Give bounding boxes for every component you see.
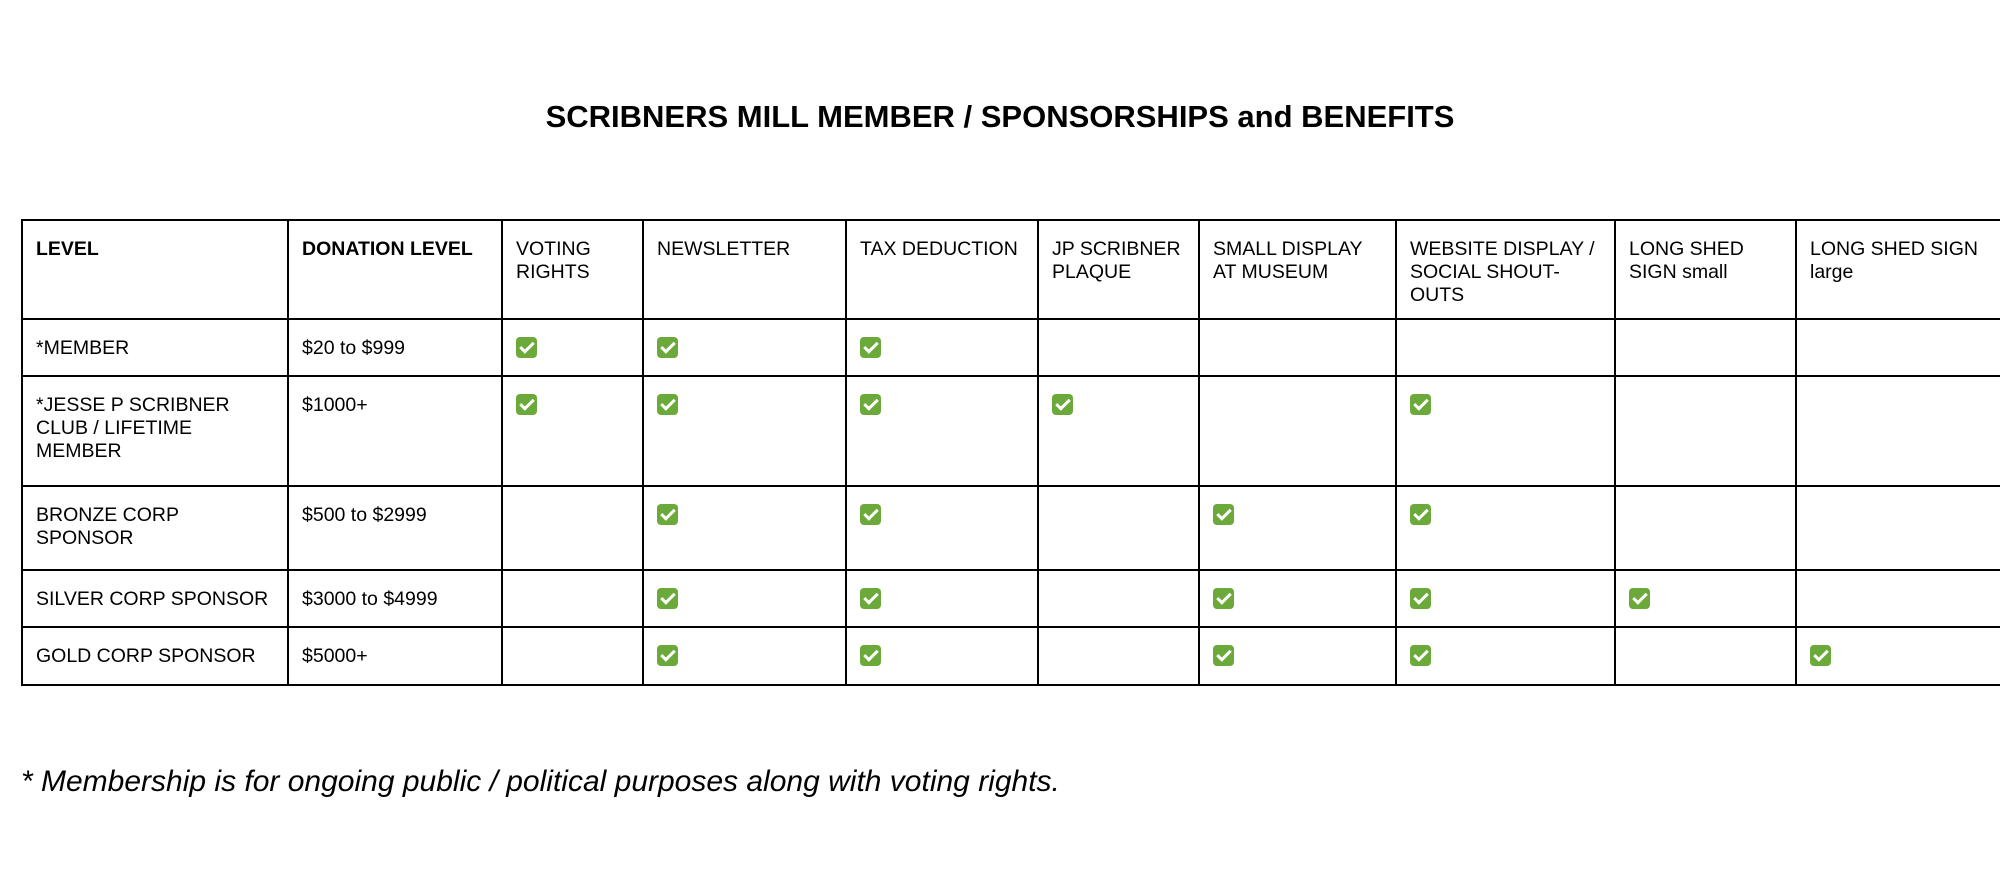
cell-tax-deduction <box>846 486 1038 570</box>
check-mark-icon <box>1810 645 1831 666</box>
header-long-shed-sign-small: LONG SHED SIGN small <box>1615 220 1796 319</box>
cell-newsletter <box>643 319 846 376</box>
table-header-row <box>22 220 2000 319</box>
cell-tax-deduction <box>846 570 1038 627</box>
cell-long-shed-sign-large <box>1796 486 2000 570</box>
cell-level: *MEMBER <box>22 319 288 376</box>
cell-donation-level: $1000+ <box>288 376 502 486</box>
cell-website-display <box>1396 570 1615 627</box>
cell-donation-level: $20 to $999 <box>288 319 502 376</box>
cell-donation-level: $5000+ <box>288 627 502 685</box>
check-mark-icon <box>1410 504 1431 525</box>
cell-website-display <box>1396 319 1615 376</box>
cell-jp-scribner-plaque <box>1038 376 1199 486</box>
cell-level: GOLD CORP SPONSOR <box>22 627 288 685</box>
check-mark-icon <box>1629 588 1650 609</box>
cell-long-shed-sign-small <box>1615 570 1796 627</box>
cell-small-display <box>1199 627 1396 685</box>
cell-long-shed-sign-small <box>1615 486 1796 570</box>
table-row <box>22 319 2000 376</box>
table-row <box>22 376 2000 486</box>
cell-voting-rights <box>502 627 643 685</box>
cell-website-display <box>1396 486 1615 570</box>
header-small-display: SMALL DISPLAY AT MUSEUM <box>1199 220 1396 319</box>
check-mark-icon <box>860 588 881 609</box>
cell-newsletter <box>643 486 846 570</box>
cell-donation-level: $500 to $2999 <box>288 486 502 570</box>
cell-long-shed-sign-large <box>1796 319 2000 376</box>
check-mark-icon <box>860 337 881 358</box>
cell-website-display <box>1396 627 1615 685</box>
check-mark-icon <box>516 337 537 358</box>
benefits-table <box>21 219 2000 686</box>
cell-jp-scribner-plaque <box>1038 570 1199 627</box>
cell-jp-scribner-plaque <box>1038 486 1199 570</box>
check-mark-icon <box>1213 504 1234 525</box>
check-mark-icon <box>516 394 537 415</box>
cell-jp-scribner-plaque <box>1038 627 1199 685</box>
check-mark-icon <box>657 504 678 525</box>
check-mark-icon <box>657 337 678 358</box>
check-mark-icon <box>860 504 881 525</box>
check-mark-icon <box>1410 645 1431 666</box>
cell-tax-deduction <box>846 376 1038 486</box>
header-level: LEVEL <box>22 220 288 319</box>
check-mark-icon <box>1213 645 1234 666</box>
cell-long-shed-sign-small <box>1615 319 1796 376</box>
check-mark-icon <box>657 588 678 609</box>
cell-voting-rights <box>502 319 643 376</box>
cell-donation-level: $3000 to $4999 <box>288 570 502 627</box>
cell-newsletter <box>643 570 846 627</box>
cell-small-display <box>1199 376 1396 486</box>
header-tax-deduction: TAX DEDUCTION <box>846 220 1038 319</box>
check-mark-icon <box>657 645 678 666</box>
cell-website-display <box>1396 376 1615 486</box>
cell-level: SILVER CORP SPONSOR <box>22 570 288 627</box>
cell-newsletter <box>643 627 846 685</box>
cell-voting-rights <box>502 376 643 486</box>
check-mark-icon <box>1213 588 1234 609</box>
table-row <box>22 570 2000 627</box>
table-row <box>22 627 2000 685</box>
cell-tax-deduction <box>846 627 1038 685</box>
cell-long-shed-sign-large <box>1796 570 2000 627</box>
header-voting-rights: VOTING RIGHTS <box>502 220 643 319</box>
cell-jp-scribner-plaque <box>1038 319 1199 376</box>
check-mark-icon <box>860 394 881 415</box>
header-long-shed-sign-large: LONG SHED SIGN large <box>1796 220 2000 319</box>
cell-long-shed-sign-large <box>1796 376 2000 486</box>
cell-small-display <box>1199 570 1396 627</box>
header-donation-level: DONATION LEVEL <box>288 220 502 319</box>
check-mark-icon <box>1410 394 1431 415</box>
check-mark-icon <box>860 645 881 666</box>
cell-voting-rights <box>502 486 643 570</box>
cell-tax-deduction <box>846 319 1038 376</box>
page-title: SCRIBNERS MILL MEMBER / SPONSORSHIPS and BENEFITS <box>545 99 1455 134</box>
cell-long-shed-sign-small <box>1615 627 1796 685</box>
header-newsletter: NEWSLETTER <box>643 220 846 319</box>
cell-long-shed-sign-large <box>1796 627 2000 685</box>
footnote: * Membership is for ongoing public / political purposes along with voting rights. <box>21 765 1060 798</box>
cell-newsletter <box>643 376 846 486</box>
cell-level: BRONZE CORP SPONSOR <box>22 486 288 570</box>
cell-voting-rights <box>502 570 643 627</box>
table-row <box>22 486 2000 570</box>
check-mark-icon <box>1410 588 1431 609</box>
header-website-display: WEBSITE DISPLAY / SOCIAL SHOUT-OUTS <box>1396 220 1615 319</box>
header-jp-scribner-plaque: JP SCRIBNER PLAQUE <box>1038 220 1199 319</box>
cell-long-shed-sign-small <box>1615 376 1796 486</box>
cell-small-display <box>1199 486 1396 570</box>
check-mark-icon <box>657 394 678 415</box>
check-mark-icon <box>1052 394 1073 415</box>
cell-level: *JESSE P SCRIBNER CLUB / LIFETIME MEMBER <box>22 376 288 486</box>
cell-small-display <box>1199 319 1396 376</box>
